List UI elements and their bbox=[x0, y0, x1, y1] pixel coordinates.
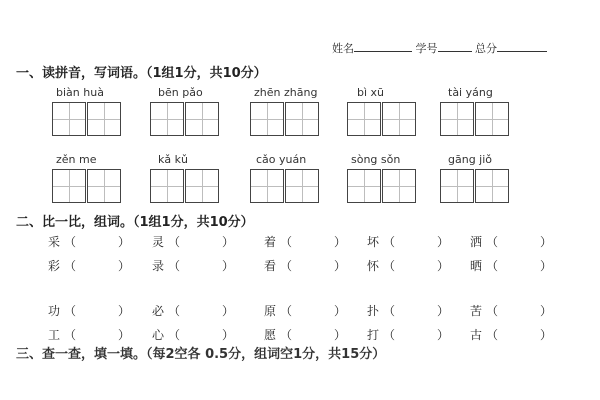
writing-box[interactable] bbox=[250, 102, 284, 136]
writing-box[interactable] bbox=[475, 102, 509, 136]
pinyin-group bbox=[250, 153, 306, 167]
compare-item: 着 （ ） bbox=[264, 235, 347, 249]
writing-box[interactable] bbox=[250, 169, 284, 203]
char: 打 bbox=[367, 328, 380, 342]
char: 必 bbox=[152, 304, 165, 318]
pinyin-row-2 bbox=[0, 153, 600, 213]
pinyin-text: biàn huà bbox=[56, 86, 104, 99]
compare-item: 灵 （ ） bbox=[152, 235, 235, 249]
pinyin-group bbox=[150, 86, 203, 100]
writing-box[interactable] bbox=[440, 169, 474, 203]
section2-title: 二、比一比，组词。（1组1分，共10分） bbox=[16, 215, 254, 230]
pinyin-text: zěn me bbox=[56, 153, 97, 166]
pinyin-text: bēn pǎo bbox=[158, 86, 203, 99]
writing-box[interactable] bbox=[87, 169, 121, 203]
char: 录 bbox=[152, 259, 165, 273]
writing-box[interactable] bbox=[347, 169, 381, 203]
score-blank[interactable] bbox=[497, 41, 547, 52]
compare-item: 洒 （ ） bbox=[470, 235, 553, 249]
char: 苦 bbox=[470, 304, 483, 318]
compare-item: 打 （ ） bbox=[367, 328, 450, 342]
writing-box[interactable] bbox=[52, 169, 86, 203]
writing-box[interactable] bbox=[185, 102, 219, 136]
compare-item: 古 （ ） bbox=[470, 328, 553, 342]
char: 彩 bbox=[48, 259, 61, 273]
compare-item: 愿 （ ） bbox=[264, 328, 347, 342]
char: 着 bbox=[264, 235, 277, 249]
pinyin-text: bì xū bbox=[357, 86, 385, 99]
writing-box[interactable] bbox=[285, 169, 319, 203]
compare-item: 工 （ ） bbox=[48, 328, 131, 342]
pinyin-text: kǎ kǔ bbox=[158, 153, 188, 166]
compare-item: 怀 （ ） bbox=[367, 259, 450, 273]
char: 扑 bbox=[367, 304, 380, 318]
writing-box[interactable] bbox=[150, 102, 184, 136]
id-label: 学号 bbox=[415, 42, 438, 55]
pinyin-group bbox=[250, 86, 317, 100]
compare-item: 采 （ ） bbox=[48, 235, 131, 249]
char: 愿 bbox=[264, 328, 277, 342]
pinyin-text: zhēn zhāng bbox=[254, 86, 318, 99]
name-blank[interactable] bbox=[354, 41, 412, 52]
pinyin-text: tài yáng bbox=[448, 86, 493, 99]
pinyin-group bbox=[347, 86, 384, 100]
score-label: 总分 bbox=[475, 42, 497, 55]
pinyin-text: sòng sǒn bbox=[351, 153, 401, 166]
name-label: 姓名 bbox=[332, 42, 354, 55]
pinyin-group bbox=[440, 153, 492, 167]
compare-row-4 bbox=[0, 326, 600, 344]
student-info-header bbox=[332, 40, 547, 56]
char: 怀 bbox=[367, 259, 380, 273]
compare-item: 坏 （ ） bbox=[367, 235, 450, 249]
char: 功 bbox=[48, 304, 61, 318]
writing-box[interactable] bbox=[285, 102, 319, 136]
compare-item: 心 （ ） bbox=[152, 328, 235, 342]
compare-item: 录 （ ） bbox=[152, 259, 235, 273]
writing-box[interactable] bbox=[87, 102, 121, 136]
char: 原 bbox=[264, 304, 277, 318]
compare-row-2 bbox=[0, 257, 600, 275]
char: 采 bbox=[48, 235, 61, 249]
pinyin-text: gāng jiǒ bbox=[448, 153, 493, 166]
section1-title: 一、读拼音，写词语。（1组1分，共10分） bbox=[16, 66, 267, 81]
compare-item: 苦 （ ） bbox=[470, 304, 553, 318]
compare-item: 看 （ ） bbox=[264, 259, 347, 273]
compare-item: 原 （ ） bbox=[264, 304, 347, 318]
char: 灵 bbox=[152, 235, 165, 249]
char: 看 bbox=[264, 259, 277, 273]
pinyin-row-1 bbox=[0, 86, 600, 146]
pinyin-text: cǎo yuán bbox=[256, 153, 307, 166]
compare-row-3 bbox=[0, 302, 600, 320]
char: 工 bbox=[48, 328, 61, 342]
writing-box[interactable] bbox=[440, 102, 474, 136]
writing-box[interactable] bbox=[347, 102, 381, 136]
section3-title-partial: 三、查一查，填一填。（每2空各 0.5分，组词空1分，共15分） bbox=[16, 347, 386, 362]
compare-item: 扑 （ ） bbox=[367, 304, 450, 318]
char: 坏 bbox=[367, 235, 380, 249]
compare-item: 必 （ ） bbox=[152, 304, 235, 318]
char: 洒 bbox=[470, 235, 483, 249]
writing-box[interactable] bbox=[475, 169, 509, 203]
pinyin-group bbox=[347, 153, 400, 167]
pinyin-group bbox=[52, 153, 97, 167]
writing-box[interactable] bbox=[382, 169, 416, 203]
char: 晒 bbox=[470, 259, 483, 273]
pinyin-group bbox=[440, 86, 493, 100]
pinyin-group bbox=[52, 86, 104, 100]
char: 古 bbox=[470, 328, 483, 342]
id-blank[interactable] bbox=[438, 41, 472, 52]
char: 心 bbox=[152, 328, 165, 342]
writing-box[interactable] bbox=[150, 169, 184, 203]
pinyin-group bbox=[150, 153, 188, 167]
compare-row-1 bbox=[0, 233, 600, 251]
compare-item: 彩 （ ） bbox=[48, 259, 131, 273]
compare-item: 晒 （ ） bbox=[470, 259, 553, 273]
compare-item: 功 （ ） bbox=[48, 304, 131, 318]
writing-box[interactable] bbox=[52, 102, 86, 136]
writing-box[interactable] bbox=[185, 169, 219, 203]
writing-box[interactable] bbox=[382, 102, 416, 136]
